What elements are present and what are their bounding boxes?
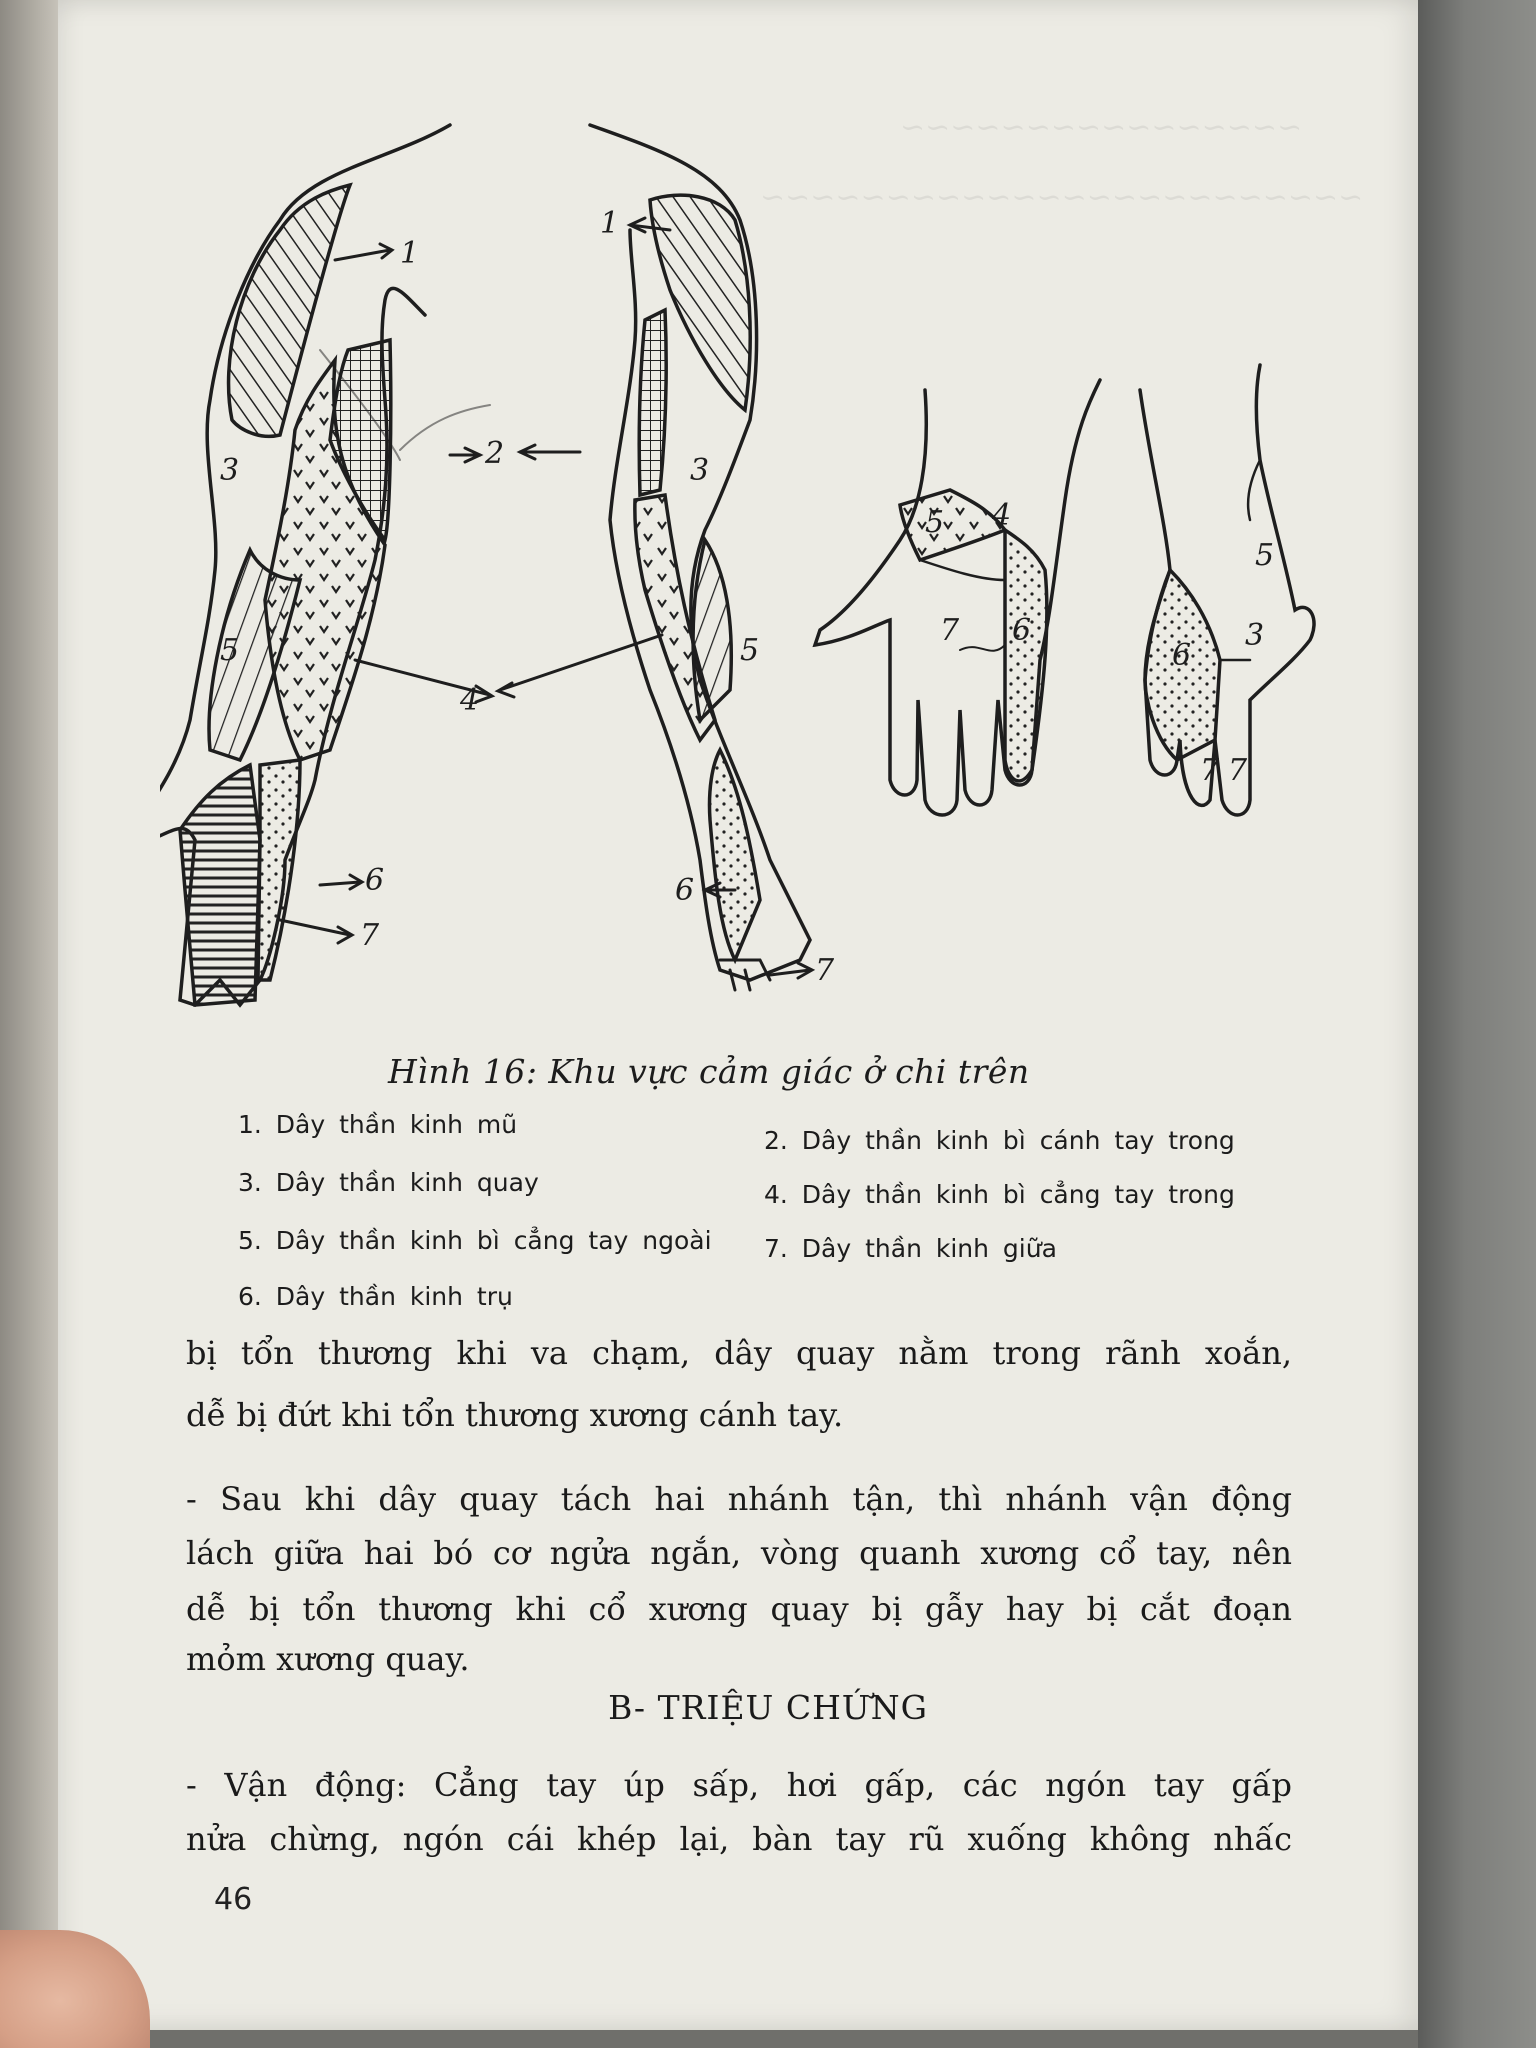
label-5: 5 [1255,538,1275,573]
label-3: 3 [690,453,710,488]
label-1: 1 [600,206,620,241]
body-line: lách giữa hai bó cơ ngửa ngắn, vòng quanh xương cổ tay, nên [186,1534,1292,1572]
figure-caption: Hình 16: Khu vực cảm giác ở chi trên [388,1052,1030,1091]
label-7: 7 [1200,753,1220,788]
anatomy-figure [160,100,1360,1040]
body-line: dễ bị tổn thương khi cổ xương quay bị gẫy hay bị cắt đoạn [186,1590,1292,1628]
section-heading: B- TRIỆU CHỨNG [608,1688,928,1727]
label-4: 4 [460,683,480,718]
label-7: 7 [1228,753,1248,788]
label-5: 5 [220,633,240,668]
label-6: 6 [365,863,385,898]
page-number: 46 [214,1882,253,1917]
label-7: 7 [815,953,835,988]
body-line: nửa chừng, ngón cái khép lại, bàn tay rũ xuống không nhấc [186,1820,1292,1858]
body-line: - Vận động: Cẳng tay úp sấp, hơi gấp, các ngón tay gấp [186,1766,1292,1804]
body-line: bị tổn thương khi va chạm, dây quay nằm trong rãnh xoắn, [186,1334,1292,1372]
body-line: dễ bị đứt khi tổn thương xương cánh tay. [186,1396,844,1434]
label-4: 4 [992,498,1012,533]
body-line: mỏm xương quay. [186,1640,470,1678]
label-5: 5 [925,505,945,540]
label-7: 7 [360,918,380,953]
right-arm-drawing [320,125,810,990]
label-7: 7 [940,613,960,648]
legend-item: 1. Dây thần kinh mũ [238,1110,518,1139]
legend-item: 7. Dây thần kinh giữa [764,1234,1057,1263]
label-6: 6 [1172,638,1192,673]
label-5: 5 [740,633,760,668]
legend-item: 2. Dây thần kinh bì cánh tay trong [764,1126,1235,1155]
label-6: 6 [1012,613,1032,648]
label-2: 2 [485,436,505,471]
legend-item: 3. Dây thần kinh quay [238,1168,539,1197]
bleed-through: ~~~~~~~~~~~~~~~~ [900,110,1303,145]
book-right-edge [1418,0,1536,2048]
bleed-through: ~~~~~~~~~~~~~~~~~~~~~~~~ [760,180,1364,215]
legend-item: 6. Dây thần kinh trụ [238,1282,513,1311]
label-3: 3 [220,453,240,488]
legend-item: 4. Dây thần kinh bì cẳng tay trong [764,1180,1235,1209]
body-line: - Sau khi dây quay tách hai nhánh tận, thì nhánh vận động [186,1480,1292,1518]
palm-drawing [815,380,1100,815]
hand-back-drawing [1140,365,1314,815]
label-1: 1 [400,236,420,271]
legend-item: 5. Dây thần kinh bì cẳng tay ngoài [238,1226,712,1255]
figure-legend [238,1110,1318,1330]
label-3: 3 [1245,618,1265,653]
label-6: 6 [675,873,695,908]
